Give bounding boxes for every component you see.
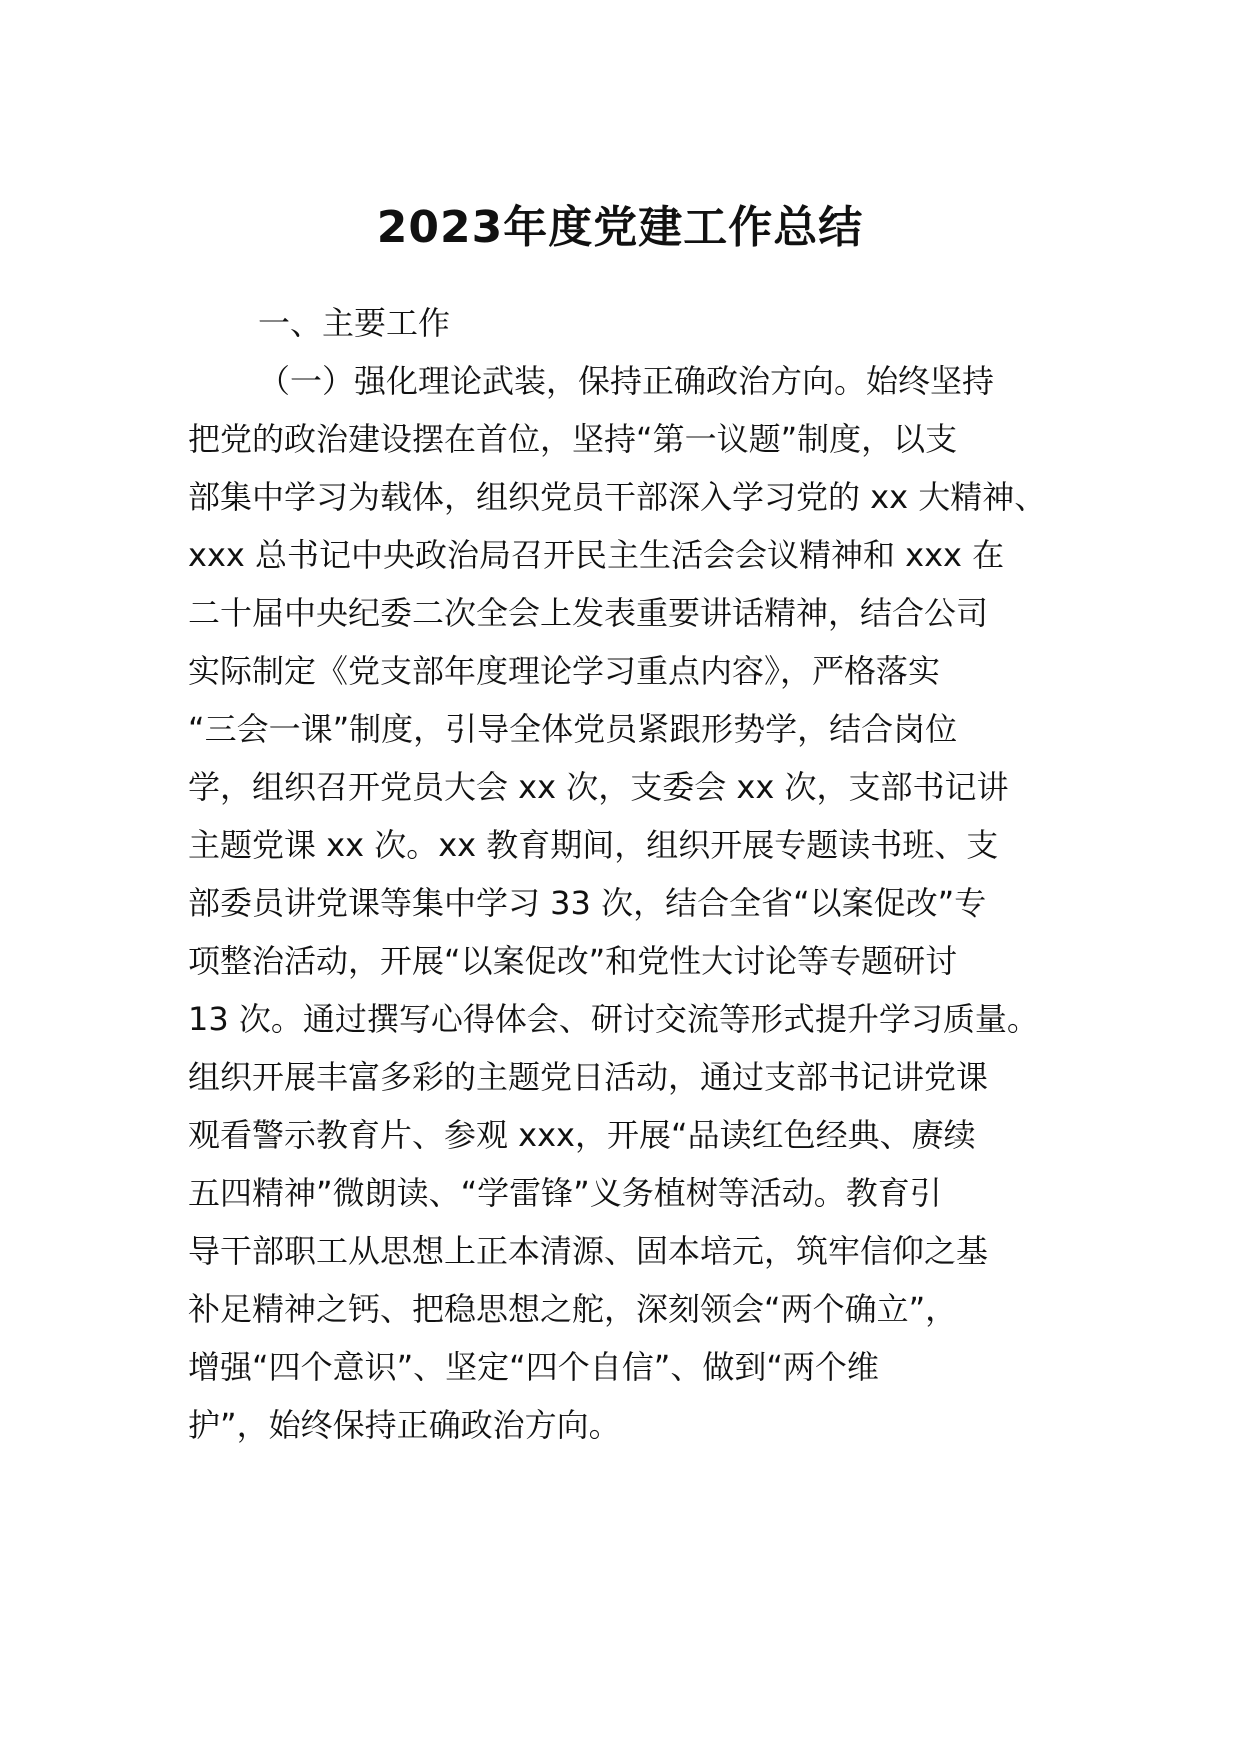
paragraph-line: 补足精神之钙、把稳思想之舵，深刻领会“两个确立”， xyxy=(188,1290,958,1328)
paragraph-line: 把党的政治建设摆在首位，坚持“第一议题”制度，以支 xyxy=(188,420,958,458)
paragraph-line: 导干部职工从思想上正本清源、固本培元，筑牢信仰之基 xyxy=(188,1232,989,1270)
section-heading: 一、主要工作 xyxy=(258,304,451,342)
paragraph-line: “三会一课”制度，引导全体党员紧跟形势学，结合岗位 xyxy=(188,710,958,748)
paragraph-line: 主题党课 xx 次。xx 教育期间，组织开展专题读书班、支 xyxy=(188,826,999,864)
paragraph-line: 观看警示教育片、参观 xxx，开展“品读红色经典、赓续 xyxy=(188,1116,976,1154)
paragraph-line: （一）强化理论武装，保持正确政治方向。始终坚持 xyxy=(258,362,995,400)
paragraph-line: 项整治活动，开展“以案促改”和党性大讨论等专题研讨 xyxy=(188,942,958,980)
paragraph-line: 护”，始终保持正确政治方向。 xyxy=(188,1406,621,1444)
paragraph-line: 13 次。通过撰写心得体会、研讨交流等形式提升学习质量。 xyxy=(188,1000,1039,1038)
paragraph-line: 部集中学习为载体，组织党员干部深入学习党的 xx 大精神、 xyxy=(188,478,1047,516)
paragraph-line: 组织开展丰富多彩的主题党日活动，通过支部书记讲党课 xyxy=(188,1058,989,1096)
paragraph-line: 五四精神”微朗读、“学雷锋”义务植树等活动。教育引 xyxy=(188,1174,942,1212)
paragraph-line: 部委员讲党课等集中学习 33 次，结合全省“以案促改”专 xyxy=(188,884,987,922)
paragraph-line: xxx 总书记中央政治局召开民主生活会会议精神和 xxx 在 xyxy=(188,536,1005,574)
document-title: 2023年度党建工作总结 xyxy=(376,202,864,253)
paragraph-line: 学，组织召开党员大会 xx 次，支委会 xx 次，支部书记讲 xyxy=(188,768,1009,806)
paragraph-line: 增强“四个意识”、坚定“四个自信”、做到“两个维 xyxy=(188,1348,879,1386)
paragraph-line: 二十届中央纪委二次全会上发表重要讲话精神，结合公司 xyxy=(188,594,989,632)
paragraph-line: 实际制定《党支部年度理论学习重点内容》，严格落实 xyxy=(188,652,941,690)
